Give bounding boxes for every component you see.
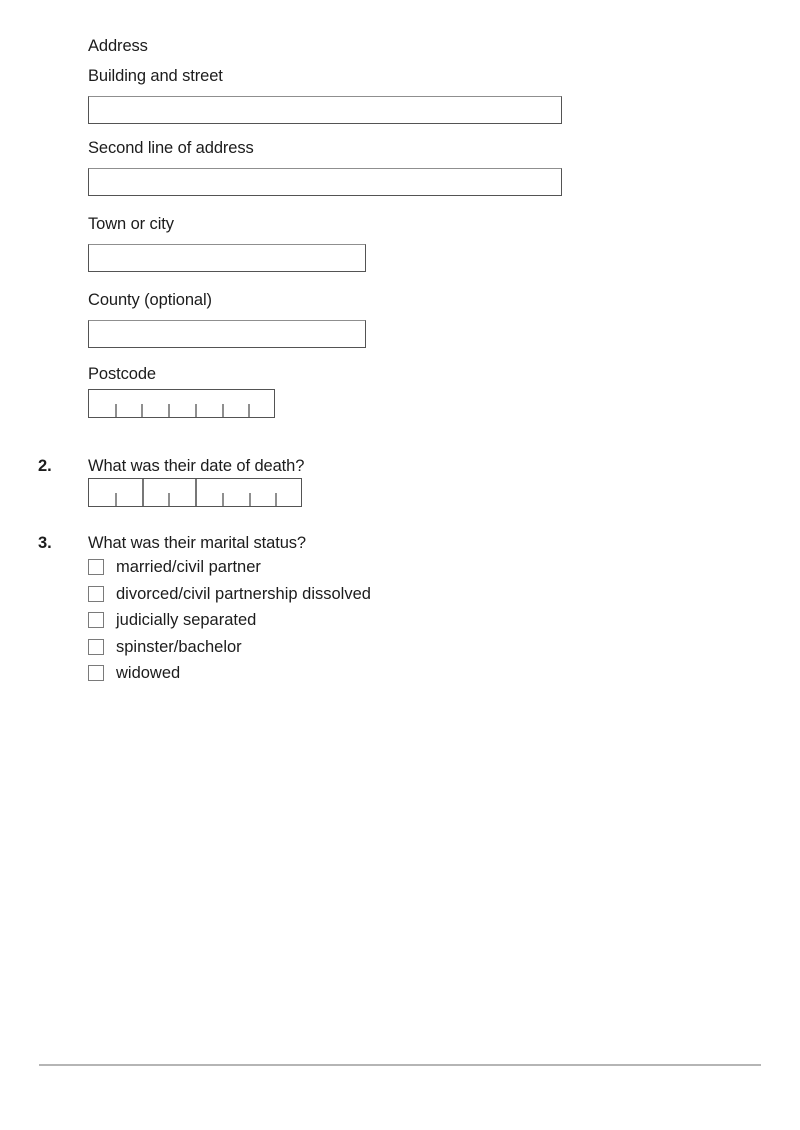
marital-status-option-divorced[interactable] (88, 585, 371, 603)
comb-tick (141, 404, 143, 417)
question-2-number: 2. (38, 457, 52, 475)
postcode-comb-field[interactable] (88, 389, 275, 418)
marital-status-option-married[interactable] (88, 558, 261, 576)
second-line-of-address-label: Second line of address (88, 139, 254, 157)
comb-tick (115, 404, 117, 417)
comb-tick (275, 493, 277, 506)
date-of-death-comb-field[interactable] (88, 478, 302, 507)
checkbox-label: divorced/civil partnership dissolved (116, 585, 371, 603)
county-label: County (optional) (88, 291, 212, 309)
town-or-city-label: Town or city (88, 215, 174, 233)
question-3-number: 3. (38, 534, 52, 552)
comb-tick (249, 493, 251, 506)
county-input[interactable] (88, 320, 366, 348)
checkbox-label: married/civil partner (116, 558, 261, 576)
comb-tick (168, 404, 170, 417)
comb-tick (168, 493, 170, 506)
marital-status-option-judicially-separated[interactable] (88, 611, 256, 629)
page-bottom-divider (39, 1064, 761, 1066)
question-2-text: What was their date of death? (88, 457, 305, 475)
comb-divider (142, 479, 144, 506)
building-and-street-input[interactable] (88, 96, 562, 124)
address-heading: Address (88, 37, 148, 55)
checkbox-spinster-bachelor[interactable] (88, 639, 104, 655)
comb-divider (195, 479, 197, 506)
comb-tick (222, 404, 224, 417)
checkbox-widowed[interactable] (88, 665, 104, 681)
checkbox-label: judicially separated (116, 611, 257, 629)
marital-status-option-widowed[interactable] (88, 664, 180, 682)
checkbox-divorced[interactable] (88, 586, 104, 602)
checkbox-label: spinster/bachelor (116, 638, 242, 656)
comb-tick (195, 404, 197, 417)
comb-tick (248, 404, 250, 417)
second-line-of-address-input[interactable] (88, 168, 562, 196)
checkbox-married[interactable] (88, 559, 104, 575)
marital-status-option-spinster-bachelor[interactable] (88, 638, 242, 656)
town-or-city-input[interactable] (88, 244, 366, 272)
checkbox-judicially-separated[interactable] (88, 612, 104, 628)
comb-tick (222, 493, 224, 506)
building-and-street-label: Building and street (88, 67, 223, 85)
checkbox-label: widowed (116, 664, 181, 682)
postcode-label: Postcode (88, 365, 156, 383)
question-3-text: What was their marital status? (88, 534, 306, 552)
comb-tick (115, 493, 117, 506)
